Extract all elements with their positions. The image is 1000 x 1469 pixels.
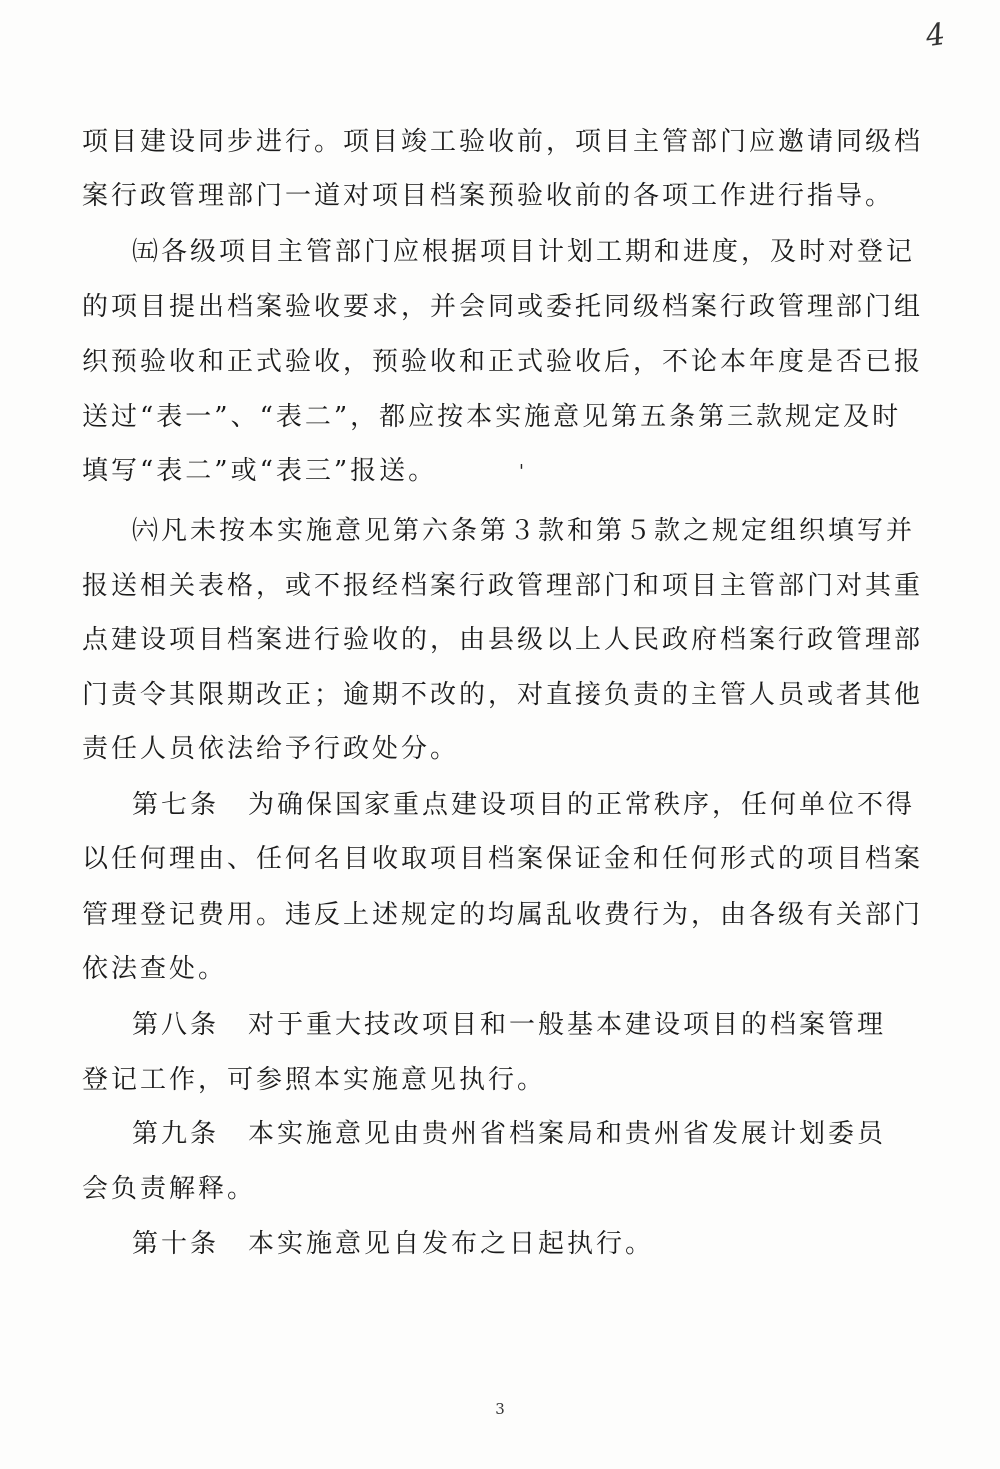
text-line: 第七条 为确保国家重点建设项目的正常秩序，任何单位不得 — [132, 790, 916, 820]
text-line: ㈤各级项目主管部门应根据项目计划工期和进度，及时对登记 — [132, 237, 916, 267]
page-number: 3 — [495, 1400, 505, 1418]
handwritten-page-mark: 4 — [923, 16, 948, 55]
text-line: 会负责解释。 — [82, 1174, 257, 1204]
text-line: 依法查处。 — [82, 954, 228, 984]
text-line: 责任人员依法给予行政处分。 — [82, 734, 460, 764]
text-line: ㈥凡未按本实施意见第六条第３款和第５款之规定组织填写并 — [132, 516, 916, 546]
text-line: 案行政管理部门一道对项目档案预验收前的各项工作进行指导。 — [82, 181, 895, 211]
stray-mark: ' — [519, 461, 524, 482]
text-line: 项目建设同步进行。项目竣工验收前，项目主管部门应邀请同级档 — [82, 127, 924, 157]
text-line: 织预验收和正式验收，预验收和正式验收后，不论本年度是否已报 — [82, 347, 924, 377]
text-line: 第十条 本实施意见自发布之日起执行。 — [132, 1229, 655, 1259]
text-line: 管理登记费用。违反上述规定的均属乱收费行为，由各级有关部门 — [82, 900, 924, 930]
text-line: 门责令其限期改正；逾期不改的，对直接负责的主管人员或者其他 — [82, 680, 924, 710]
text-line: 以任何理由、任何名目收取项目档案保证金和任何形式的项目档案 — [82, 844, 924, 874]
text-line: 填写“表二”或“表三”报送。 — [82, 456, 438, 486]
text-line: 送过“表一”、“表二”，都应按本实施意见第五条第三款规定及时 — [82, 402, 902, 432]
text-line: 报送相关表格，或不报经档案行政管理部门和项目主管部门对其重 — [82, 571, 924, 601]
text-line: 点建设项目档案进行验收的，由县级以上人民政府档案行政管理部 — [82, 625, 924, 655]
text-line: 登记工作，可参照本实施意见执行。 — [82, 1065, 547, 1095]
text-line: 的项目提出档案验收要求，并会同或委托同级档案行政管理部门组 — [82, 292, 924, 322]
text-line: 第八条 对于重大技改项目和一般基本建设项目的档案管理 — [132, 1010, 887, 1040]
text-line: 第九条 本实施意见由贵州省档案局和贵州省发展计划委员 — [132, 1119, 887, 1149]
